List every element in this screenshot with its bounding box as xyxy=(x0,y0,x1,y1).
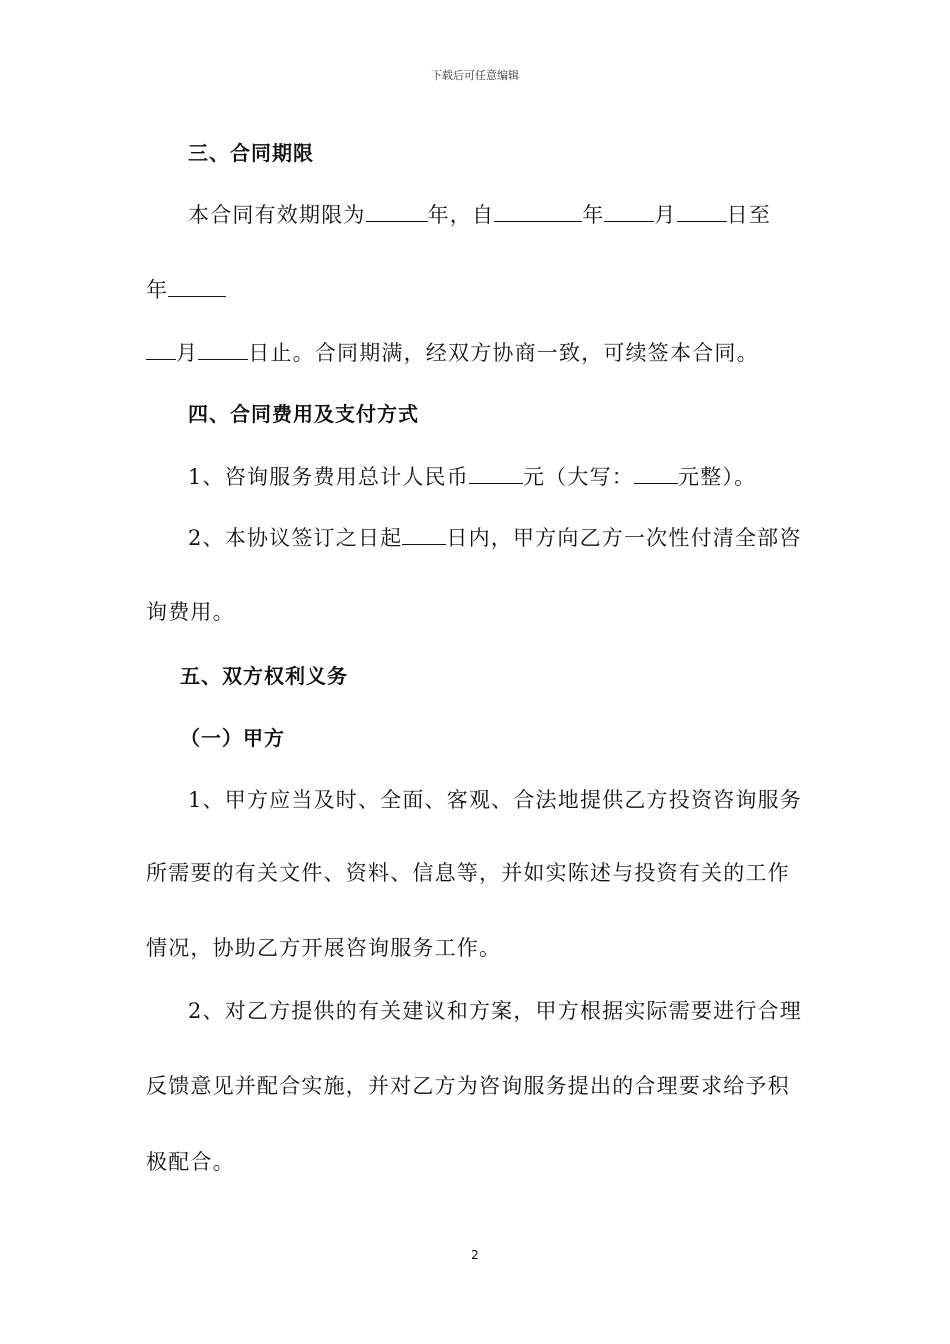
blank-years xyxy=(366,199,428,222)
section-4-para-1 xyxy=(188,461,756,492)
blank-end-day xyxy=(198,337,248,360)
blank-start-year xyxy=(494,199,582,222)
page-number: 2 xyxy=(471,1248,479,1262)
subsection-party-a-title: （一）甲方 xyxy=(180,726,285,750)
text: 年，自 xyxy=(427,203,495,227)
item-2-line-1: 2、对乙方提供的有关建议和方案，甲方根据实际需要进行合理 xyxy=(188,999,802,1023)
section-5-title: 五、双方权利义务 xyxy=(180,664,348,688)
blank-fee-capital xyxy=(634,461,678,484)
item-1-line-2: 所需要的有关文件、资料、信息等，并如实陈述与投资有关的工作 xyxy=(146,861,790,885)
blank-start-month xyxy=(604,199,654,222)
text: 1、咨询服务费用总计人民币 xyxy=(188,465,469,489)
section-3-line-2 xyxy=(146,274,226,305)
text: 年 xyxy=(146,278,169,302)
section-3-line-1 xyxy=(188,199,771,230)
blank-start-day xyxy=(677,199,727,222)
item-1-line-3: 情况，协助乙方开展咨询服务工作。 xyxy=(146,936,502,960)
text: 本合同有效期限为 xyxy=(188,203,366,227)
text: 月 xyxy=(654,203,677,227)
section-3-line-3 xyxy=(146,337,759,368)
text: 日内，甲方向乙方一次性付清全部咨 xyxy=(446,526,802,550)
text: 月 xyxy=(176,341,199,365)
blank-fee-amount xyxy=(469,461,523,484)
section-4-para-2 xyxy=(188,522,802,553)
text: 日至 xyxy=(726,203,772,227)
page-header: 下载后可任意编辑 xyxy=(431,69,519,82)
section-3-title: 三、合同期限 xyxy=(188,141,314,165)
blank-days xyxy=(402,522,446,545)
item-2-line-2: 反馈意见并配合实施，并对乙方为咨询服务提出的合理要求给予积 xyxy=(146,1074,790,1098)
section-4-para-2-cont: 询费用。 xyxy=(146,600,235,624)
section-4-title: 四、合同费用及支付方式 xyxy=(188,402,419,426)
blank-end-month xyxy=(146,337,176,360)
text: 2、本协议签订之日起 xyxy=(188,526,403,550)
text: 元（大写： xyxy=(522,465,634,489)
blank-end-year xyxy=(168,274,226,297)
text: 年 xyxy=(582,203,605,227)
item-2-line-3: 极配合。 xyxy=(146,1150,235,1174)
item-1-line-1: 1、甲方应当及时、全面、客观、合法地提供乙方投资咨询服务 xyxy=(188,788,802,812)
text: 元整）。 xyxy=(677,465,757,489)
text: 日止。合同期满，经双方协商一致，可续签本合同。 xyxy=(248,341,759,365)
